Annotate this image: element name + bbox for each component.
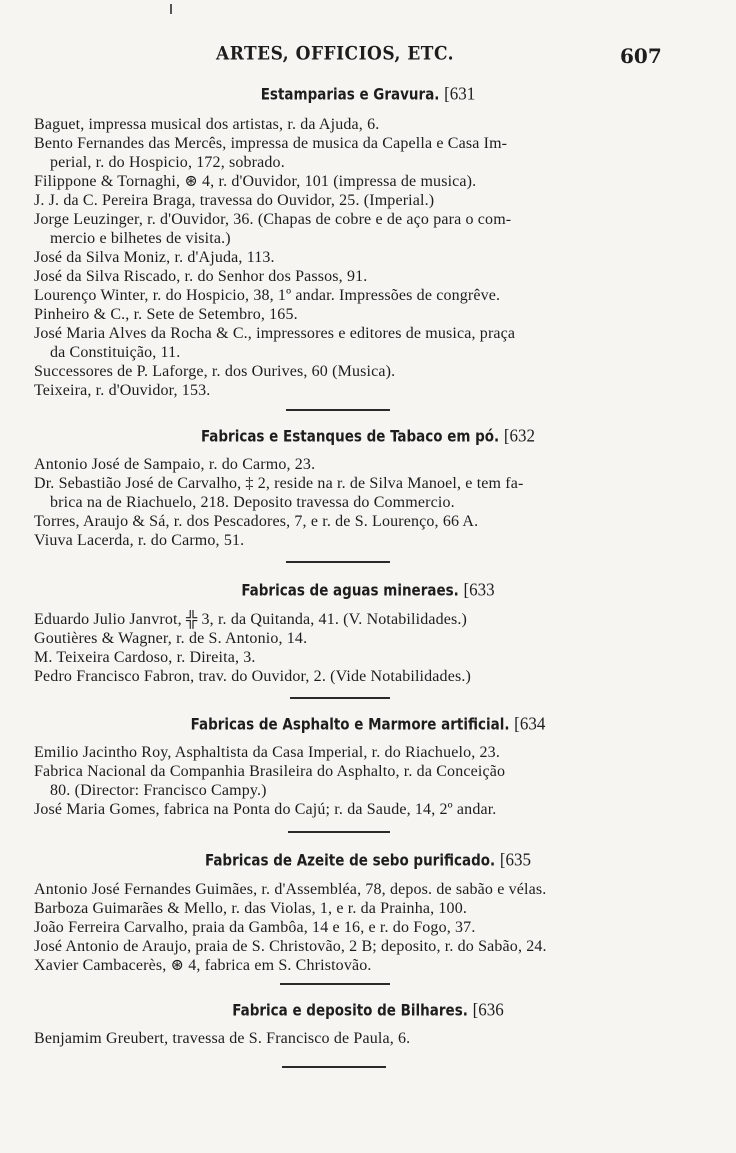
entry: Dr. Sebastião José de Carvalho, ‡ 2, reside na r. de Silva Manoel, e tem fa- brica na de Riachuelo, 218. Deposito travessa do Commercio.: [34, 475, 524, 511]
section-heading-635: [0, 849, 736, 871]
entry: José da Silva Moniz, r. d'Ajuda, 113.: [34, 249, 275, 266]
section-title: Fabricas de Asphalto e Marmore artificial.: [190, 714, 510, 734]
entry: Filippone & Tornaghi, ⊛ 4, r. d'Ouvidor, 101 (impressa de musica).: [34, 173, 477, 190]
running-title: ARTES, OFFICIOS, ETC.: [216, 43, 455, 65]
section-heading-631: [0, 83, 736, 105]
section-heading-636: [0, 999, 736, 1021]
entry: Benjamim Greubert, travessa de S. Francisco de Paula, 6.: [34, 1030, 411, 1047]
entry: Antonio José de Sampaio, r. do Carmo, 23.: [34, 456, 316, 473]
entry: Eduardo Julio Janvrot, ╬ 3, r. da Quitanda, 41. (V. Notabilidades.): [34, 611, 468, 628]
entry: Teixeira, r. d'Ouvidor, 153.: [34, 382, 211, 399]
entry: João Ferreira Carvalho, praia da Gambôa, 14 e 16, e r. do Fogo, 37.: [34, 919, 476, 936]
section-divider: [282, 1066, 386, 1068]
entry: Emilio Jacintho Roy, Asphaltista da Casa Imperial, r. do Riachuelo, 23.: [34, 744, 500, 761]
entry: Baguet, impressa musical dos artistas, r. da Ajuda, 6.: [34, 116, 380, 133]
entry: Viuva Lacerda, r. do Carmo, 51.: [34, 532, 245, 549]
entry: José Maria Gomes, fabrica na Ponta do Cajú; r. da Saude, 14, 2º andar.: [34, 801, 497, 818]
section-number: [633: [463, 579, 495, 600]
section-divider: [286, 409, 390, 411]
section-title: Estamparias e Gravura.: [260, 84, 440, 104]
section-divider: [280, 983, 390, 985]
entry: José Maria Alves da Rocha & C., impressores e editores de musica, praça da Constituição, 11.: [34, 325, 516, 361]
section-divider: [286, 561, 390, 563]
section-number: [632: [503, 425, 536, 446]
entry: J. J. da C. Pereira Braga, travessa do Ouvidor, 25. (Imperial.): [34, 192, 435, 209]
section-number: [635: [499, 849, 532, 870]
section-heading-634: [0, 713, 736, 735]
section-divider: [290, 697, 390, 699]
scan-mark: [170, 4, 172, 14]
section-heading-633: [0, 579, 736, 601]
section-title: Fabricas e Estanques de Tabaco em pó.: [200, 426, 500, 446]
section-title: Fabrica e deposito de Bilhares.: [232, 1000, 468, 1020]
entry: Pinheiro & C., r. Sete de Setembro, 165.: [34, 306, 298, 323]
page-number: 607: [620, 44, 662, 68]
entry: Torres, Araujo & Sá, r. dos Pescadores, 7, e r. de S. Lourenço, 66 A.: [34, 513, 479, 530]
entry: Fabrica Nacional da Companhia Brasileira do Asphalto, r. da Conceição 80. (Director: Francisco Campy.): [34, 763, 506, 799]
entry: Xavier Cambacerès, ⊛ 4, fabrica em S. Christovão.: [34, 957, 372, 974]
section-title: Fabricas de aguas mineraes.: [241, 580, 459, 600]
section-number: [631: [444, 83, 476, 104]
entry: Jorge Leuzinger, r. d'Ouvidor, 36. (Chapas de cobre e de aço para o com- mercio e bilhetes de visita.): [34, 211, 512, 247]
entry: M. Teixeira Cardoso, r. Direita, 3.: [34, 649, 256, 666]
running-head: [0, 44, 736, 74]
entry: Bento Fernandes das Mercês, impressa de musica da Capella e Casa Im- perial, r. do Hospicio, 172, sobrado.: [34, 135, 508, 171]
section-number: [634: [514, 713, 546, 734]
entry: Lourenço Winter, r. do Hospicio, 38, 1º andar. Impressões de congrêve.: [34, 287, 501, 304]
entry: Antonio José Fernandes Guimães, r. d'Assembléa, 78, depos. de sabão e vélas.: [34, 881, 547, 898]
entry: José da Silva Riscado, r. do Senhor dos Passos, 91.: [34, 268, 368, 285]
section-heading-632: [0, 425, 736, 447]
section-number: [636: [472, 999, 504, 1020]
section-divider: [288, 831, 390, 833]
entry: Goutières & Wagner, r. de S. Antonio, 14.: [34, 630, 308, 647]
section-title: Fabricas de Azeite de sebo purificado.: [204, 850, 496, 870]
entry: Barboza Guimarães & Mello, r. das Violas, 1, e r. da Prainha, 100.: [34, 900, 467, 917]
entry: José Antonio de Araujo, praia de S. Christovão, 2 B; deposito, r. do Sabão, 24.: [34, 938, 547, 955]
entry: Successores de P. Laforge, r. dos Ourives, 60 (Musica).: [34, 363, 396, 380]
entry: Pedro Francisco Fabron, trav. do Ouvidor, 2. (Vide Notabilidades.): [34, 668, 471, 685]
